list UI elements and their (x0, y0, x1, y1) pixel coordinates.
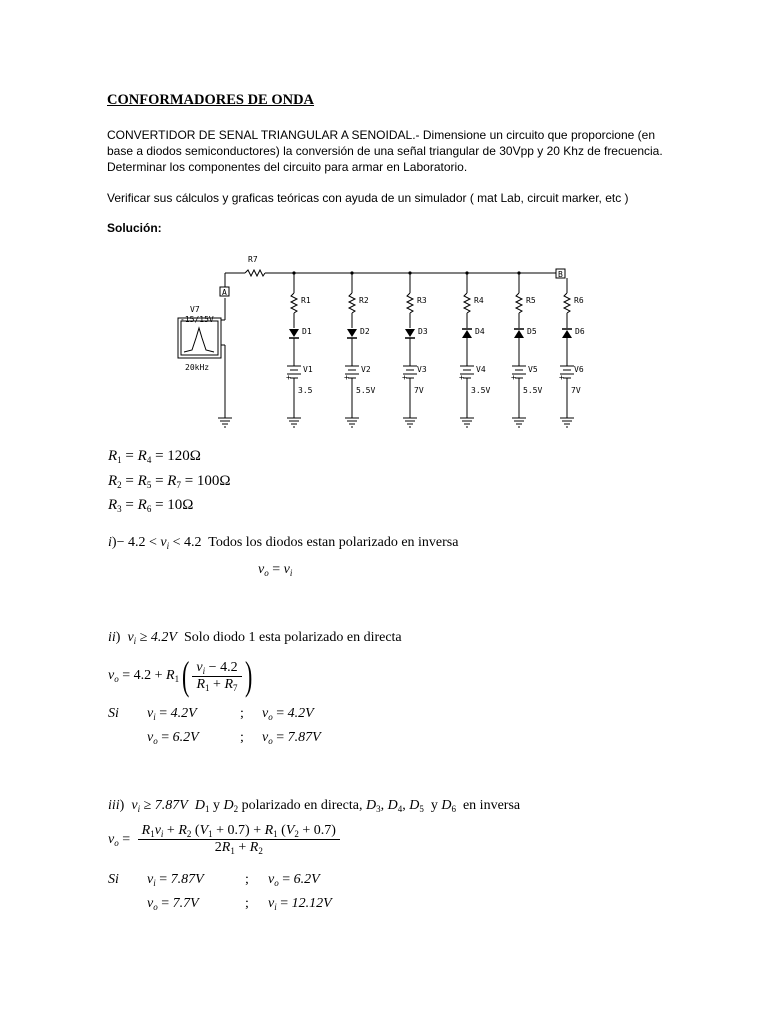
eq-r1-r4: $R_1 = R_4 = 120\Omega$ (108, 448, 201, 465)
diode-d3 (405, 329, 415, 337)
case-3-y-1: y (212, 798, 220, 813)
verification-note: Verificar sus cálculos y graficas teóricas con ayuda de un simulador ( mat Lab, circuit marker, etc ) (107, 191, 629, 205)
case-2-row-2-right: $v_o = 7.87V$ (262, 730, 321, 746)
source-range-label: -15/15V (180, 315, 214, 324)
source-plus-2: + (344, 373, 349, 382)
source-plus-6: + (559, 373, 564, 382)
eq-r3-r6: $R_3 = R_6 = 10\Omega$ (108, 497, 194, 514)
diode-d6 (562, 330, 572, 338)
case-1-lower: − 4.2 (116, 535, 146, 550)
case-3-offset-2: 0.7 (313, 823, 332, 838)
case-3-si-label (108, 872, 119, 888)
case-1-condition: $i)- 4.2 < v_i < 4.2$ Todos los diodos estan polarizado en inversa (108, 535, 459, 551)
case-2-row-1-vi: 4.2V (170, 706, 197, 721)
resistor-label-3: R3 (417, 296, 427, 305)
source-label-1: V1 (303, 365, 313, 374)
case-2-description: Solo diodo 1 esta polarizado en directa (183, 630, 402, 645)
resistor-r6 (564, 293, 570, 313)
case-3-description-end: en inversa (462, 798, 521, 813)
case-1-result: $v_o = v_i$ (258, 562, 293, 578)
case-3-row-2-sep: ; (245, 896, 249, 911)
diode-d4 (462, 330, 472, 338)
source-plus-3: + (402, 373, 407, 382)
resistor-r5 (516, 293, 522, 313)
source-value-6: 7V (571, 386, 581, 395)
case-3-si-text: Si (108, 872, 119, 887)
case-3-row-1-vo: 6.2V (293, 872, 320, 887)
resistor-r4 (464, 293, 470, 313)
source-value-4: 3.5V (471, 386, 491, 395)
case-3-threshold: 7.87V (154, 798, 188, 813)
case-2-row-1-sep: ; (240, 706, 244, 721)
diode-label-5: D5 (527, 327, 537, 336)
case-2-condition: ii) $v_i \ge 4.2V$ Solo diodo 1 esta polarizado en directa (108, 630, 402, 646)
case-3-formula: $v_o$ = $\frac{R_1v_i + R_2 (V_1 + 0.7) + R_1 (V_2 + 0.7)}{2R_1 + R_2}$ (108, 823, 340, 856)
diode-d1 (289, 329, 299, 337)
case-3-label: iii (108, 798, 120, 813)
case-2-threshold: 4.2V (150, 630, 177, 645)
case-2-row-1-right: $v_o = 4.2V$ (262, 706, 314, 722)
solution-heading: Solución: (107, 221, 162, 235)
case-1-upper: 4.2 (184, 535, 202, 550)
source-label-2: V2 (361, 365, 371, 374)
problem-heading: CONVERTIDOR DE SENAL TRIANGULAR A SENOIDAL.- (107, 128, 420, 142)
source-plus-1: + (286, 373, 291, 382)
case-3-row-2-vo: 7.7V (172, 896, 199, 911)
value-r3-r6: 10Ω (167, 497, 194, 513)
value-r2-r5-r7: 100Ω (196, 473, 231, 489)
case-3-row-1-vi: 7.87V (170, 872, 204, 887)
circuit-diagram (0, 0, 768, 440)
source-label-4: V4 (476, 365, 486, 374)
case-3-row-2-vi: 12.12V (291, 896, 332, 911)
r7-label: R7 (248, 255, 258, 264)
diode-label-4: D4 (475, 327, 485, 336)
resistor-label-4: R4 (474, 296, 484, 305)
source-label-3: V3 (417, 365, 427, 374)
case-2-label: ii (108, 630, 116, 645)
resistor-label-2: R2 (359, 296, 369, 305)
case-2-si-label (108, 706, 119, 722)
eq-r2-r5-r7: $R_2 = R_5 = R_7 = 100\Omega$ (108, 473, 231, 490)
resistor-label-1: R1 (301, 296, 311, 305)
case-2-row-2-vo: 6.2V (172, 730, 199, 745)
case-3-row-2: $v_o = 7.7V$ (147, 896, 199, 912)
case-2-row-1: $v_i = 4.2V$ (147, 706, 197, 722)
case-2-constant: 4.2 (133, 668, 152, 684)
case-1-description: Todos los diodos estan polarizado en inversa (208, 535, 459, 550)
resistor-r2 (349, 293, 355, 313)
case-3-y-2: y (430, 798, 438, 813)
source-plus-5: + (511, 373, 516, 382)
case-2-row-2-sep: ; (240, 730, 244, 745)
source-name-label: V7 (190, 305, 200, 314)
case-1-label: i (108, 535, 112, 550)
resistor-r1 (291, 293, 297, 313)
source-value-3: 7V (414, 386, 424, 395)
resistor-r3 (407, 293, 413, 313)
case-2-row-2: $v_o = 6.2V$ (147, 730, 199, 746)
case-2-formula: $v_o = 4.2 + R_1$( $\frac{v_i - 4.2}{R_1 + R_7}$ ) (108, 653, 252, 698)
case-3-row-1: $v_i = 7.87V$ (147, 872, 204, 888)
node-b-label: B (558, 270, 563, 279)
diode-d5 (514, 330, 524, 338)
diode-label-6: D6 (575, 327, 585, 336)
case-2-row-1-vo: 4.2V (287, 706, 314, 721)
value-r1-r4: 120Ω (167, 448, 201, 464)
case-3-offset-1: 0.7 (227, 823, 246, 838)
case-2-row-2-vo2: 7.87V (287, 730, 321, 745)
document-title: CONFORMADORES DE ONDA (107, 92, 315, 108)
source-label-6: V6 (574, 365, 584, 374)
case-3-condition: iii) $v_i \ge 7.87V$ $D_1$ y $D_2$ polarizado en directa, $D_3$, $D_4$, $D_5$ y $D_6$ en inversa (108, 798, 521, 814)
problem-body: Dimensione un circuito que proporcione (en base a diodos semiconductores) la conversión de una señal triangular de 30Vpp y 20 Khz de frecuencia. Determinar los componentes del circuito para armar en Laboratorio. (107, 128, 663, 174)
source-label-5: V5 (528, 365, 538, 374)
case-3-description-mid: polarizado en directa, (241, 798, 363, 813)
diode-label-2: D2 (360, 327, 370, 336)
case-2-si-text: Si (108, 706, 119, 721)
source-plus-4: + (459, 373, 464, 382)
case-2-numerator-constant: 4.2 (220, 659, 238, 675)
source-frequency-label: 20kHz (185, 363, 210, 372)
case-3-row-1-right: $v_o = 6.2V$ (268, 872, 320, 888)
circuit-branches (286, 271, 585, 427)
source-value-1: 3.5 (298, 386, 313, 395)
node-a-label: A (222, 288, 227, 297)
source-value-2: 5.5V (356, 386, 376, 395)
source-value-5: 5.5V (523, 386, 543, 395)
diode-label-1: D1 (302, 327, 312, 336)
resistor-label-5: R5 (526, 296, 536, 305)
case-3-row-2-right: $v_i = 12.12V$ (268, 896, 332, 912)
diode-label-3: D3 (418, 327, 428, 336)
diode-d2 (347, 329, 357, 337)
case-3-row-1-sep: ; (245, 872, 249, 887)
resistor-label-6: R6 (574, 296, 584, 305)
